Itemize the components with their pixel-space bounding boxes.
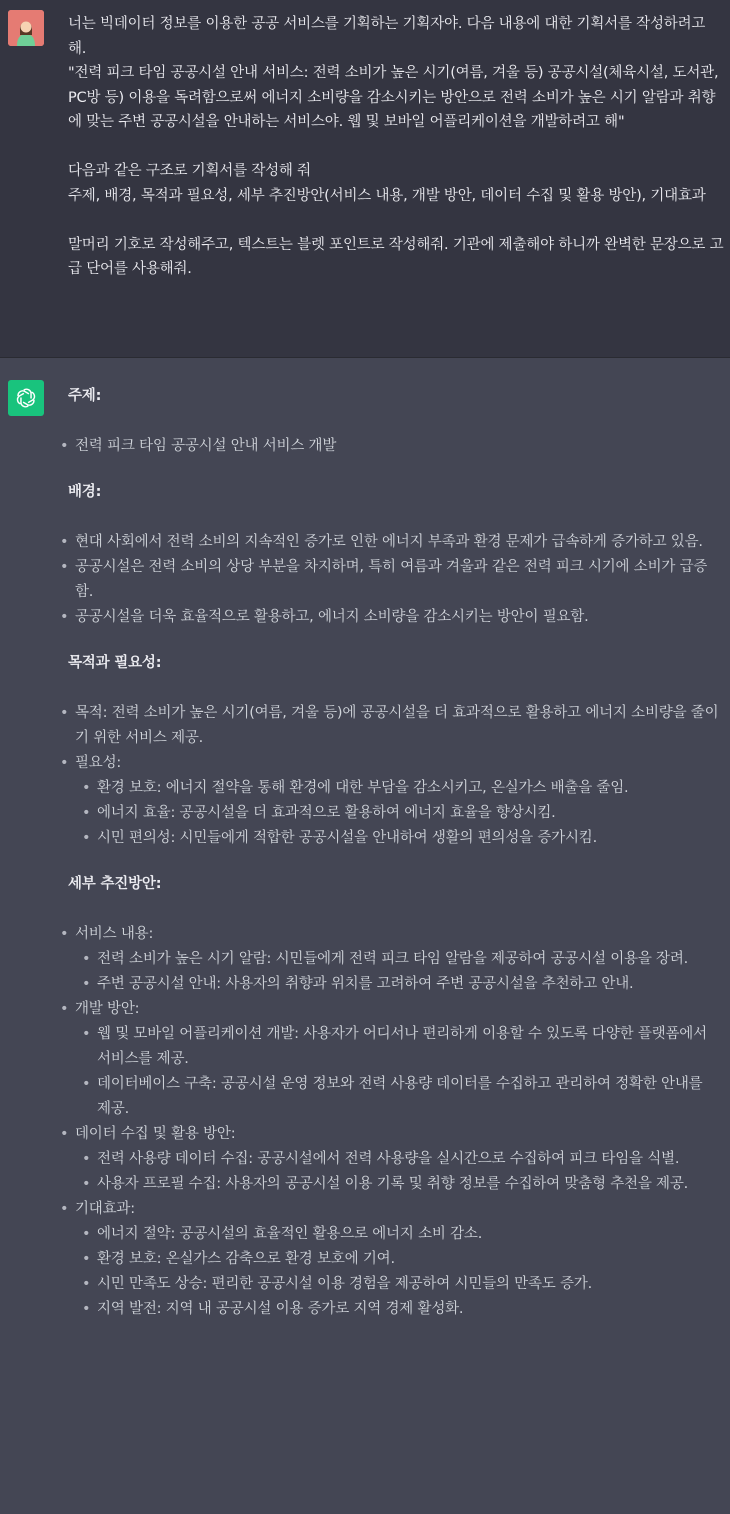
assistant-message-text bbox=[60, 384, 720, 1322]
sub-list-item: • 에너지 효율: 공공시설을 더 효과적으로 활용하여 에너지 효율을 향상시킴. bbox=[60, 801, 720, 826]
list-item: • 현대 사회에서 전력 소비의 지속적인 증가로 인한 에너지 부족과 환경 문제가 급속하게 증가하고 있음. bbox=[60, 530, 720, 555]
sub-list-item: • 주변 공공시설 안내: 사용자의 취향과 위치를 고려하여 주변 공공시설을 추천하고 안내. bbox=[60, 972, 720, 997]
plan-list bbox=[60, 922, 720, 1322]
sub-list-item: • 시민 만족도 상승: 편리한 공공시설 이용 경험을 제공하여 시민들의 만족도 증가. bbox=[60, 1272, 720, 1297]
section-heading-topic: 주제: bbox=[68, 388, 102, 404]
section-heading-plan: 세부 추진방안: bbox=[68, 876, 162, 892]
sub-list-item: • 사용자 프로필 수집: 사용자의 공공시설 이용 기록 및 취향 정보를 수집하여 맞춤형 추천을 제공. bbox=[60, 1172, 720, 1197]
user-line: "전력 피크 타임 공공시설 안내 서비스: 전력 소비가 높은 시기(여름, 겨울 등) 공공시설(체육시설, 도서관, PC방 등) 이용을 독려함으로써 에너지 소비량을 감소시키는 방안으로 전력 소비가 높은 시기 알람과 취향에 맞는 주변 공공시설을 안내하는 서비스야. 웹 및 보바일 어플리케이션을 개발하려고 해" bbox=[68, 65, 719, 130]
sub-list-item: • 전력 소비가 높은 시기 알람: 시민들에게 전력 피크 타임 알람을 제공하여 공공시설 이용을 장려. bbox=[60, 947, 720, 972]
user-message bbox=[0, 0, 730, 358]
sub-list-item: • 에너지 절약: 공공시설의 효율적인 활용으로 에너지 소비 감소. bbox=[60, 1222, 720, 1247]
background-list bbox=[60, 530, 720, 630]
assistant-message bbox=[0, 358, 730, 1322]
sub-list-item: • 환경 보호: 온실가스 감축으로 환경 보호에 기여. bbox=[60, 1247, 720, 1272]
user-line: 말머리 기호로 작성해주고, 텍스트는 블렛 포인트로 작성해줘. 기관에 제출해야 하니까 완벽한 문장으로 고급 단어를 사용해줘. bbox=[68, 236, 724, 277]
list-item: • 전력 피크 타임 공공시설 안내 서비스 개발 bbox=[60, 434, 720, 459]
section-heading-background: 배경: bbox=[68, 484, 102, 500]
openai-logo-icon bbox=[8, 380, 44, 416]
user-line: 다음과 같은 구조로 기획서를 작성해 줘 bbox=[68, 163, 311, 179]
list-item: • 기대효과: bbox=[60, 1197, 720, 1222]
list-item: • 필요성: bbox=[60, 751, 720, 776]
list-item: • 공공시설은 전력 소비의 상당 부분을 차지하며, 특히 여름과 겨울과 같은 전력 피크 시기에 소비가 급증함. bbox=[60, 555, 720, 605]
list-item: • 서비스 내용: bbox=[60, 922, 720, 947]
user-line: 너는 빅데이터 정보를 이용한 공공 서비스를 기획하는 기획자야. 다음 내용에 대한 기획서를 작성하려고 해. bbox=[68, 16, 706, 57]
sub-list-item: • 데이터베이스 구축: 공공시설 운영 정보와 전력 사용량 데이터를 수집하고 관리하여 정확한 안내를 제공. bbox=[60, 1072, 720, 1122]
user-avatar-icon bbox=[8, 10, 44, 46]
sub-list-item: • 웹 및 모바일 어플리케이션 개발: 사용자가 어디서나 편리하게 이용할 수 있도록 다양한 플랫폼에서 서비스를 제공. bbox=[60, 1022, 720, 1072]
topic-list bbox=[60, 434, 720, 459]
user-line: 주제, 배경, 목적과 필요성, 세부 추진방안(서비스 내용, 개발 방안, 데이터 수집 및 활용 방안), 기대효과 bbox=[68, 187, 706, 204]
sub-list-item: • 환경 보호: 에너지 절약을 통해 환경에 대한 부담을 감소시키고, 온실가스 배출을 줄임. bbox=[60, 776, 720, 801]
sub-list-item: • 전력 사용량 데이터 수집: 공공시설에서 전력 사용량을 실시간으로 수집하여 피크 타임을 식별. bbox=[60, 1147, 720, 1172]
list-item: • 공공시설을 더욱 효율적으로 활용하고, 에너지 소비량을 감소시키는 방안이 필요함. bbox=[60, 605, 720, 630]
section-heading-purpose: 목적과 필요성: bbox=[68, 655, 162, 671]
sub-list-item: • 시민 편의성: 시민들에게 적합한 공공시설을 안내하여 생활의 편의성을 증가시킴. bbox=[60, 826, 720, 851]
list-item: • 개발 방안: bbox=[60, 997, 720, 1022]
user-message-text bbox=[68, 12, 724, 282]
purpose-list bbox=[60, 701, 720, 851]
list-item: • 데이터 수집 및 활용 방안: bbox=[60, 1122, 720, 1147]
list-item: • 목적: 전력 소비가 높은 시기(여름, 겨울 등)에 공공시설을 더 효과적으로 활용하고 에너지 소비량을 줄이기 위한 서비스 제공. bbox=[60, 701, 720, 751]
sub-list-item: • 지역 발전: 지역 내 공공시설 이용 증가로 지역 경제 활성화. bbox=[60, 1297, 720, 1322]
